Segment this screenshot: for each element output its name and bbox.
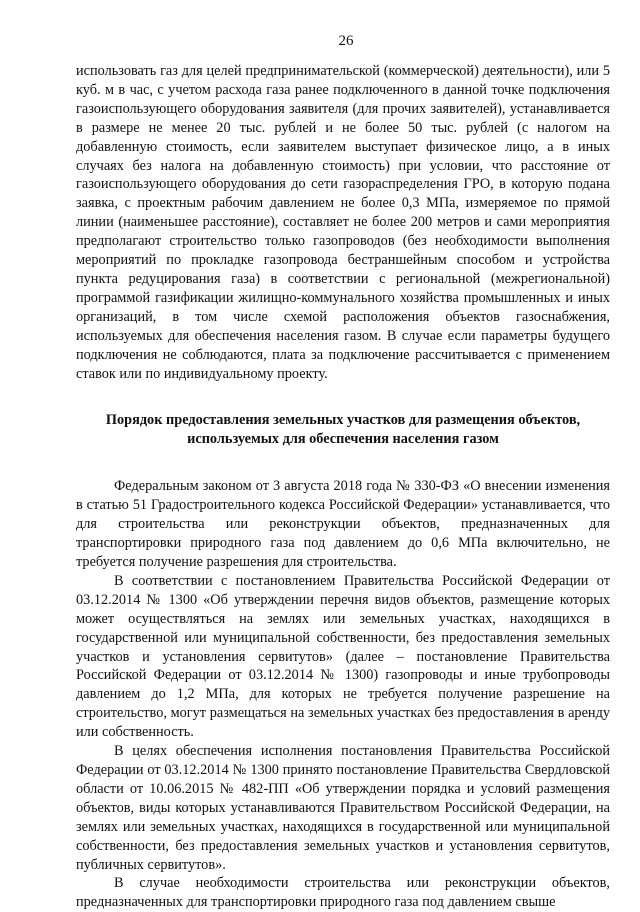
section-heading-line-1: Порядок предоставления земельных участков для размещения объектов, <box>105 412 581 429</box>
section-heading-line-2: используемых для обеспечения населения газом <box>187 431 499 448</box>
paragraph-continuation: использовать газ для целей предпринимательской (коммерческой) деятельности), или 5 куб. м в час, с учетом расхода газа ранее подключенного в данной точке подключения газоиспользующего оборудования заявителя (для прочих заявителей), устанавливается в размере не менее 20 тыс. рублей и не более 50 тыс. рублей (с налогом на добавленную стоимость, если заявителем выступает физическое лицо, а в иных случаях без налога на добавленную стоимость) при условии, что расстояние от газоиспользующего оборудования до сети газораспределения ГРО, в которую подана заявка, с проектным рабочим давлением не более 0,3 МПа, измеряемое по прямой линии (наименьшее расстояние), составляет не более 200 метров и сами мероприятия предполагают строительство только газопроводов (без необходимости выполнения мероприятий по прокладке газопровода бестраншейным способом и устройства пункта редуцирования газа) в соответствии с региональной (межрегиональной) программой газификации жилищно-коммунального хозяйства промышленных и иных организаций, в том числе схемой расположения объектов газоснабжения, используемых для обеспечения населения газом. В случае если параметры будущего подключения не соблюдаются, плата за подключение рассчитывается с применением ставок или по индивидуальному проекту. <box>76 63 610 382</box>
page-number: 26 <box>338 33 354 49</box>
paragraph-construction-case: В случае необходимости строительства или реконструкции объектов, предназначенных для транспортировки природного газа под давлением свыше <box>76 875 610 911</box>
paragraph-federal-law: Федеральным законом от 3 августа 2018 года № 330-ФЗ «О внесении изменения в статью 51 Градостроительного кодекса Российской Федерации» устанавливается, что для строительства или реконструкции объектов, предназначенных для транспортировки природного газа под давлением до 0,6 МПа включительно, не требуется получение разрешения для строительства. <box>76 478 610 571</box>
section-heading <box>76 411 610 449</box>
paragraph-regional-decree: В целях обеспечения исполнения постановления Правительства Российской Федерации от 03.12.2014 № 1300 принято постановление Правительства Свердловской области от 10.06.2015 № 482-ПП «Об утверждении порядка и условий размещения объектов, виды которых устанавливаются Правительством Российской Федерации, на землях или земельных участках, находящихся в государственной или муниципальной собственности, без предоставления земельных участков и установления сервитутов, публичных сервитутов». <box>76 743 610 873</box>
paragraph-government-decree: В соответствии с постановлением Правительства Российской Федерации от 03.12.2014 № 1300 «Об утверждении перечня видов объектов, размещение которых может осуществляться на землях или земельных участках, находящихся в государственной или муниципальной собственности, без предоставления земельных участков и установления сервитутов» (далее – постановление Правительства Российской Федерации от 03.12.2014 № 1300) газопроводы и иные трубопроводы давлением до 1,2 МПа, для которых не требуется получение разрешение на строительство, могут размещаться на земельных участках без предоставления в аренду или собственность. <box>76 572 610 741</box>
